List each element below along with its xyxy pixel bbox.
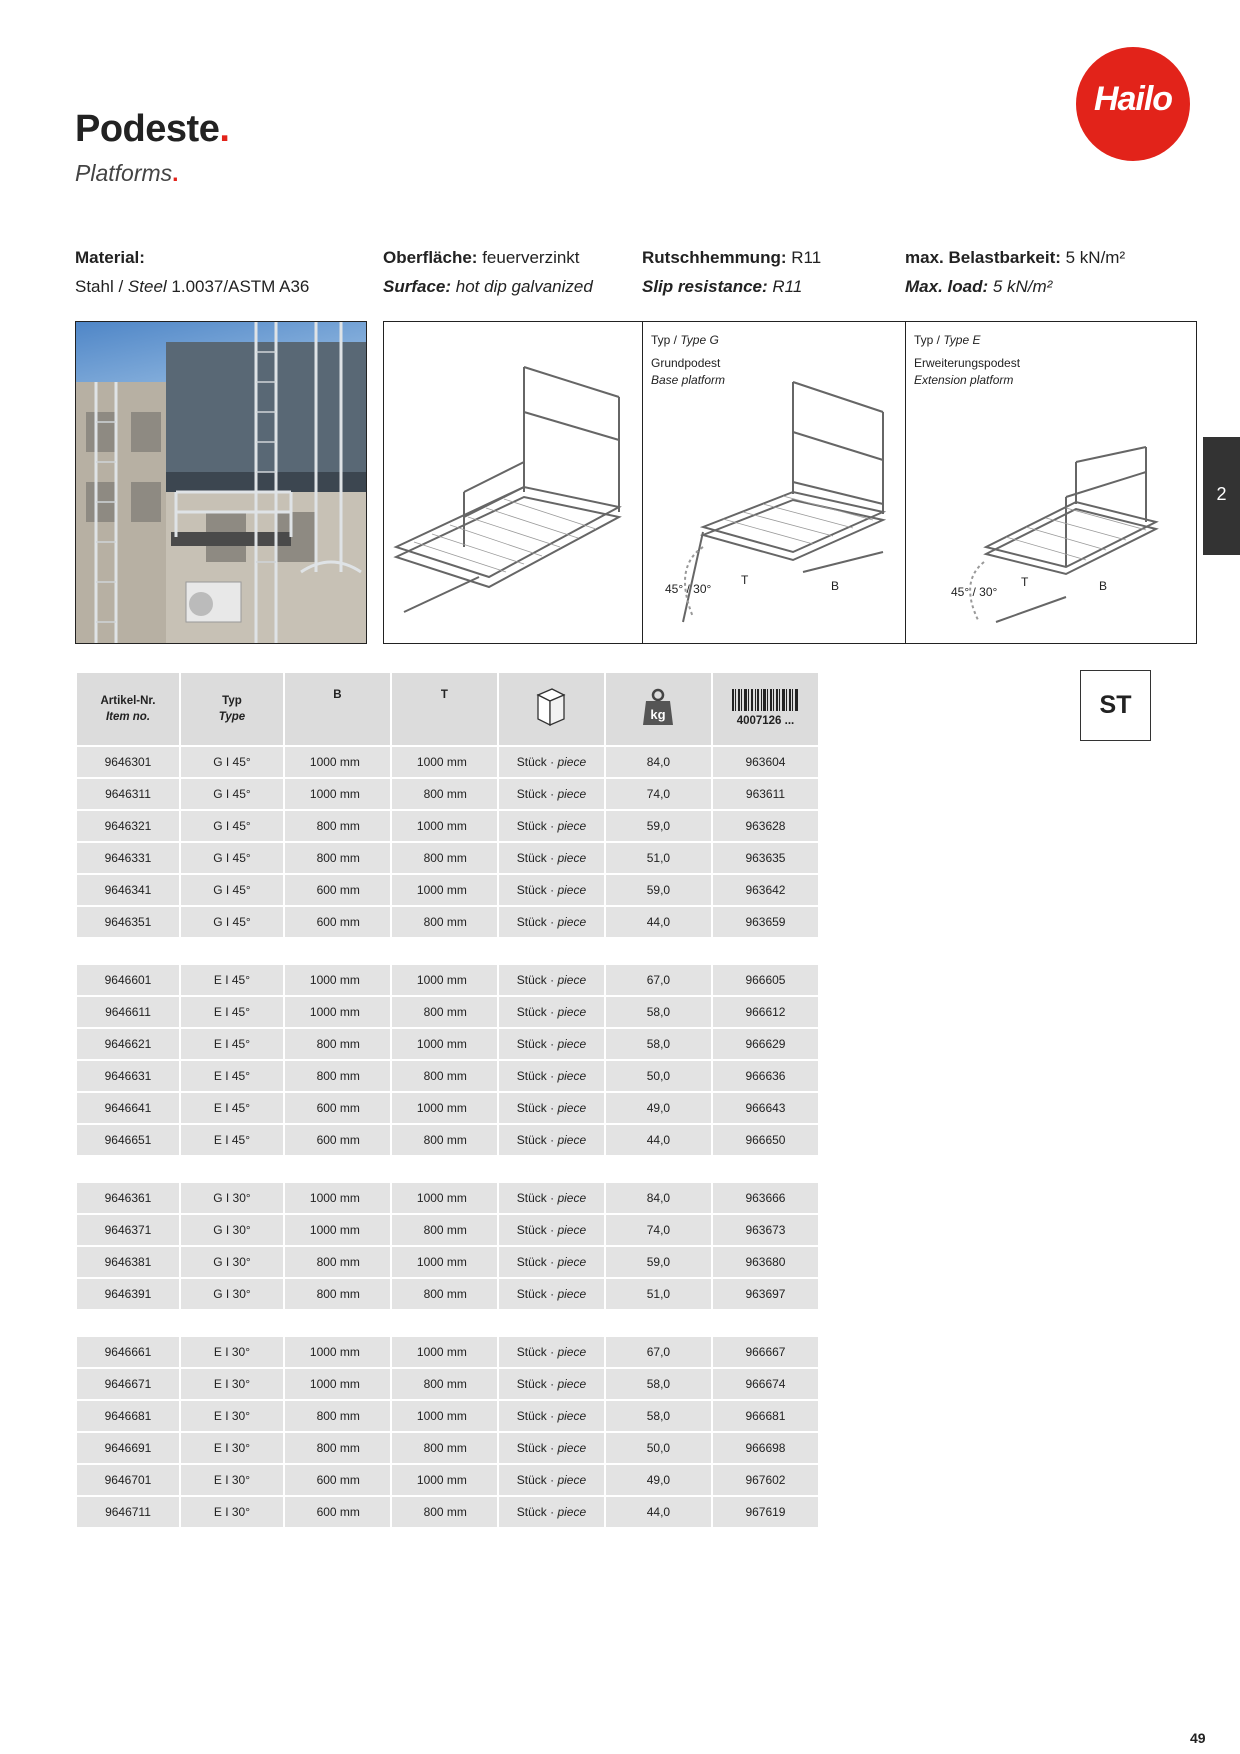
cell-type: G I 45° (181, 811, 283, 841)
cell-item-no: 9646391 (77, 1279, 179, 1309)
cell-ean: 966650 (713, 1125, 818, 1155)
cell-type: E I 30° (181, 1497, 283, 1527)
cell-b: 800 mm (285, 1061, 390, 1091)
table-row (77, 1215, 818, 1245)
barcode-icon (732, 689, 798, 711)
cell-t: 1000 mm (392, 1183, 497, 1213)
group-spacer (77, 1157, 818, 1181)
cell-item-no: 9646381 (77, 1247, 179, 1277)
cell-ean: 963635 (713, 843, 818, 873)
spec-slip-resistance: Rutschhemmung: R11 Slip resistance: R11 (642, 248, 822, 296)
table-row (77, 1465, 818, 1495)
cell-item-no: 9646351 (77, 907, 179, 937)
cell-ean: 966667 (713, 1337, 818, 1367)
cell-unit: Stück · piece (499, 1093, 604, 1123)
header-pack (499, 673, 604, 745)
cell-ean: 963604 (713, 747, 818, 777)
cell-weight: 51,0 (606, 1279, 711, 1309)
table-body (77, 747, 818, 1527)
cell-ean: 963680 (713, 1247, 818, 1277)
cell-item-no: 9646601 (77, 965, 179, 995)
cell-t: 1000 mm (392, 1029, 497, 1059)
cell-ean: 963666 (713, 1183, 818, 1213)
cell-weight: 74,0 (606, 1215, 711, 1245)
cell-b: 1000 mm (285, 1337, 390, 1367)
cell-weight: 49,0 (606, 1093, 711, 1123)
table-row (77, 1093, 818, 1123)
cell-item-no: 9646661 (77, 1337, 179, 1367)
cell-b: 1000 mm (285, 965, 390, 995)
cell-b: 600 mm (285, 1093, 390, 1123)
cell-type: G I 45° (181, 779, 283, 809)
cell-weight: 50,0 (606, 1433, 711, 1463)
platform-photo (75, 321, 367, 644)
cell-t: 1000 mm (392, 747, 497, 777)
cell-type: E I 45° (181, 965, 283, 995)
cell-item-no: 9646611 (77, 997, 179, 1027)
type-g-diagram: Typ / Type G Grundpodest Base platform 45° / 30° T B (642, 321, 934, 644)
cell-type: G I 30° (181, 1183, 283, 1213)
cell-unit: Stück · piece (499, 875, 604, 905)
cell-item-no: 9646641 (77, 1093, 179, 1123)
table-row (77, 1497, 818, 1527)
cell-b: 800 mm (285, 1029, 390, 1059)
header-type: Typ Type (181, 673, 283, 745)
cell-type: E I 30° (181, 1337, 283, 1367)
cell-item-no: 9646631 (77, 1061, 179, 1091)
cell-ean: 967619 (713, 1497, 818, 1527)
cell-t: 1000 mm (392, 1337, 497, 1367)
cell-ean: 963659 (713, 907, 818, 937)
cell-ean: 963642 (713, 875, 818, 905)
cell-item-no: 9646621 (77, 1029, 179, 1059)
cell-t: 1000 mm (392, 811, 497, 841)
cell-t: 800 mm (392, 1279, 497, 1309)
cell-ean: 963628 (713, 811, 818, 841)
cell-weight: 59,0 (606, 1247, 711, 1277)
table-row (77, 1337, 818, 1367)
cell-item-no: 9646341 (77, 875, 179, 905)
cell-b: 600 mm (285, 875, 390, 905)
angle-label: 45° / 30° (665, 582, 712, 596)
type-e-diagram: Typ / Type E Erweiterungspodest Extension platform 45° / 30° T B (905, 321, 1197, 644)
cell-ean: 966612 (713, 997, 818, 1027)
cell-t: 800 mm (392, 1369, 497, 1399)
table-row (77, 1061, 818, 1091)
cell-item-no: 9646701 (77, 1465, 179, 1495)
cell-t: 800 mm (392, 1125, 497, 1155)
cell-unit: Stück · piece (499, 1029, 604, 1059)
cell-ean: 966698 (713, 1433, 818, 1463)
cell-unit: Stück · piece (499, 1369, 604, 1399)
cell-ean: 967602 (713, 1465, 818, 1495)
table-row (77, 1029, 818, 1059)
cell-t: 800 mm (392, 1215, 497, 1245)
svg-text:kg: kg (650, 706, 667, 722)
hailo-logo: Hailo (1076, 47, 1190, 161)
cell-b: 600 mm (285, 1497, 390, 1527)
cell-t: 1000 mm (392, 965, 497, 995)
cell-b: 1000 mm (285, 997, 390, 1027)
cell-unit: Stück · piece (499, 1125, 604, 1155)
cell-ean: 966643 (713, 1093, 818, 1123)
cell-unit: Stück · piece (499, 1337, 604, 1367)
cell-type: E I 30° (181, 1369, 283, 1399)
cell-type: G I 30° (181, 1247, 283, 1277)
table-row (77, 1125, 818, 1155)
table-row (77, 965, 818, 995)
header-weight (606, 673, 711, 745)
cell-type: E I 30° (181, 1433, 283, 1463)
cell-b: 800 mm (285, 1401, 390, 1431)
cell-t: 1000 mm (392, 875, 497, 905)
cell-item-no: 9646301 (77, 747, 179, 777)
cell-weight: 67,0 (606, 965, 711, 995)
cell-ean: 963697 (713, 1279, 818, 1309)
cell-unit: Stück · piece (499, 1497, 604, 1527)
table-row (77, 811, 818, 841)
cell-weight: 74,0 (606, 779, 711, 809)
weight-kg-icon (641, 687, 675, 727)
cell-b: 800 mm (285, 843, 390, 873)
cell-weight: 84,0 (606, 1183, 711, 1213)
cell-weight: 67,0 (606, 1337, 711, 1367)
table-row (77, 1401, 818, 1431)
cell-t: 800 mm (392, 779, 497, 809)
cell-unit: Stück · piece (499, 1247, 604, 1277)
table-row (77, 747, 818, 777)
header-t: T (392, 673, 497, 745)
chapter-tab: 2 (1203, 437, 1240, 555)
cell-unit: Stück · piece (499, 1433, 604, 1463)
table-row (77, 1369, 818, 1399)
cell-weight: 44,0 (606, 1497, 711, 1527)
cell-item-no: 9646711 (77, 1497, 179, 1527)
cell-unit: Stück · piece (499, 965, 604, 995)
angle-label: 45° / 30° (951, 585, 998, 599)
cell-item-no: 9646311 (77, 779, 179, 809)
cell-t: 800 mm (392, 843, 497, 873)
table-row (77, 1247, 818, 1277)
cell-type: G I 45° (181, 747, 283, 777)
cell-b: 600 mm (285, 907, 390, 937)
cell-weight: 50,0 (606, 1061, 711, 1091)
cell-type: G I 45° (181, 907, 283, 937)
cell-item-no: 9646331 (77, 843, 179, 873)
cell-unit: Stück · piece (499, 1061, 604, 1091)
cell-ean: 966674 (713, 1369, 818, 1399)
header-ean: 4007126 ... (713, 673, 818, 745)
cell-weight: 58,0 (606, 1401, 711, 1431)
cell-unit: Stück · piece (499, 907, 604, 937)
cell-unit: Stück · piece (499, 1279, 604, 1309)
cell-unit: Stück · piece (499, 843, 604, 873)
cell-item-no: 9646321 (77, 811, 179, 841)
page-subtitle: Platforms. (75, 160, 179, 186)
cell-unit: Stück · piece (499, 1465, 604, 1495)
cell-weight: 58,0 (606, 1369, 711, 1399)
cell-t: 1000 mm (392, 1401, 497, 1431)
cell-unit: Stück · piece (499, 1215, 604, 1245)
product-table (75, 671, 820, 1529)
table-row (77, 875, 818, 905)
cell-type: E I 45° (181, 1093, 283, 1123)
cell-unit: Stück · piece (499, 779, 604, 809)
cell-type: G I 45° (181, 875, 283, 905)
cell-t: 800 mm (392, 907, 497, 937)
cell-type: E I 45° (181, 1125, 283, 1155)
page-number: 49 (1190, 1730, 1206, 1746)
cell-b: 600 mm (285, 1125, 390, 1155)
cell-item-no: 9646651 (77, 1125, 179, 1155)
cell-t: 800 mm (392, 1433, 497, 1463)
cell-type: E I 45° (181, 997, 283, 1027)
cell-type: G I 30° (181, 1215, 283, 1245)
table-row (77, 1433, 818, 1463)
table-row (77, 779, 818, 809)
table-row (77, 907, 818, 937)
cell-item-no: 9646691 (77, 1433, 179, 1463)
cell-weight: 44,0 (606, 907, 711, 937)
cell-ean: 963673 (713, 1215, 818, 1245)
cell-unit: Stück · piece (499, 1401, 604, 1431)
table-row (77, 843, 818, 873)
cell-weight: 59,0 (606, 811, 711, 841)
spec-max-load: max. Belastbarkeit: 5 kN/m² Max. load: 5 kN/m² (905, 248, 1126, 296)
cell-b: 1000 mm (285, 779, 390, 809)
cell-unit: Stück · piece (499, 747, 604, 777)
cell-t: 1000 mm (392, 1465, 497, 1495)
cell-unit: Stück · piece (499, 811, 604, 841)
cell-t: 1000 mm (392, 1247, 497, 1277)
depth-label: T (1021, 575, 1029, 589)
cell-t: 800 mm (392, 1061, 497, 1091)
cell-item-no: 9646371 (77, 1215, 179, 1245)
cell-weight: 49,0 (606, 1465, 711, 1495)
cell-unit: Stück · piece (499, 1183, 604, 1213)
platform-drawing (383, 321, 675, 644)
cell-weight: 44,0 (606, 1125, 711, 1155)
width-label: B (831, 579, 840, 593)
table-row (77, 1279, 818, 1309)
cell-weight: 59,0 (606, 875, 711, 905)
width-label: B (1099, 579, 1108, 593)
cell-item-no: 9646671 (77, 1369, 179, 1399)
cell-b: 600 mm (285, 1465, 390, 1495)
cell-b: 1000 mm (285, 747, 390, 777)
cell-ean: 966629 (713, 1029, 818, 1059)
cell-weight: 58,0 (606, 1029, 711, 1059)
group-spacer (77, 1311, 818, 1335)
cell-t: 800 mm (392, 1497, 497, 1527)
cell-ean: 963611 (713, 779, 818, 809)
table-row (77, 1183, 818, 1213)
header-item-no: Artikel-Nr. Item no. (77, 673, 179, 745)
depth-label: T (741, 573, 749, 587)
standard-badge: ST (1080, 670, 1151, 741)
spec-surface: Oberfläche: feuerverzinkt Surface: hot dip galvanized (383, 248, 593, 296)
cell-type: E I 45° (181, 1029, 283, 1059)
spec-material: Material: Stahl / Steel 1.0037/ASTM A36 (75, 248, 310, 296)
cell-b: 1000 mm (285, 1215, 390, 1245)
cell-b: 800 mm (285, 1433, 390, 1463)
cell-b: 800 mm (285, 1279, 390, 1309)
cell-unit: Stück · piece (499, 997, 604, 1027)
table-header-row (77, 673, 818, 745)
box-icon (534, 685, 568, 729)
cell-weight: 51,0 (606, 843, 711, 873)
cell-ean: 966681 (713, 1401, 818, 1431)
cell-weight: 84,0 (606, 747, 711, 777)
cell-weight: 58,0 (606, 997, 711, 1027)
cell-b: 800 mm (285, 1247, 390, 1277)
cell-t: 1000 mm (392, 1093, 497, 1123)
cell-ean: 966605 (713, 965, 818, 995)
header-b: B (285, 673, 390, 745)
group-spacer (77, 939, 818, 963)
cell-type: G I 45° (181, 843, 283, 873)
cell-item-no: 9646361 (77, 1183, 179, 1213)
cell-t: 800 mm (392, 997, 497, 1027)
cell-type: G I 30° (181, 1279, 283, 1309)
table-row (77, 997, 818, 1027)
cell-b: 1000 mm (285, 1183, 390, 1213)
cell-ean: 966636 (713, 1061, 818, 1091)
cell-b: 800 mm (285, 811, 390, 841)
cell-type: E I 45° (181, 1061, 283, 1091)
page-title: Podeste. (75, 108, 230, 150)
cell-type: E I 30° (181, 1465, 283, 1495)
cell-b: 1000 mm (285, 1369, 390, 1399)
cell-type: E I 30° (181, 1401, 283, 1431)
cell-item-no: 9646681 (77, 1401, 179, 1431)
